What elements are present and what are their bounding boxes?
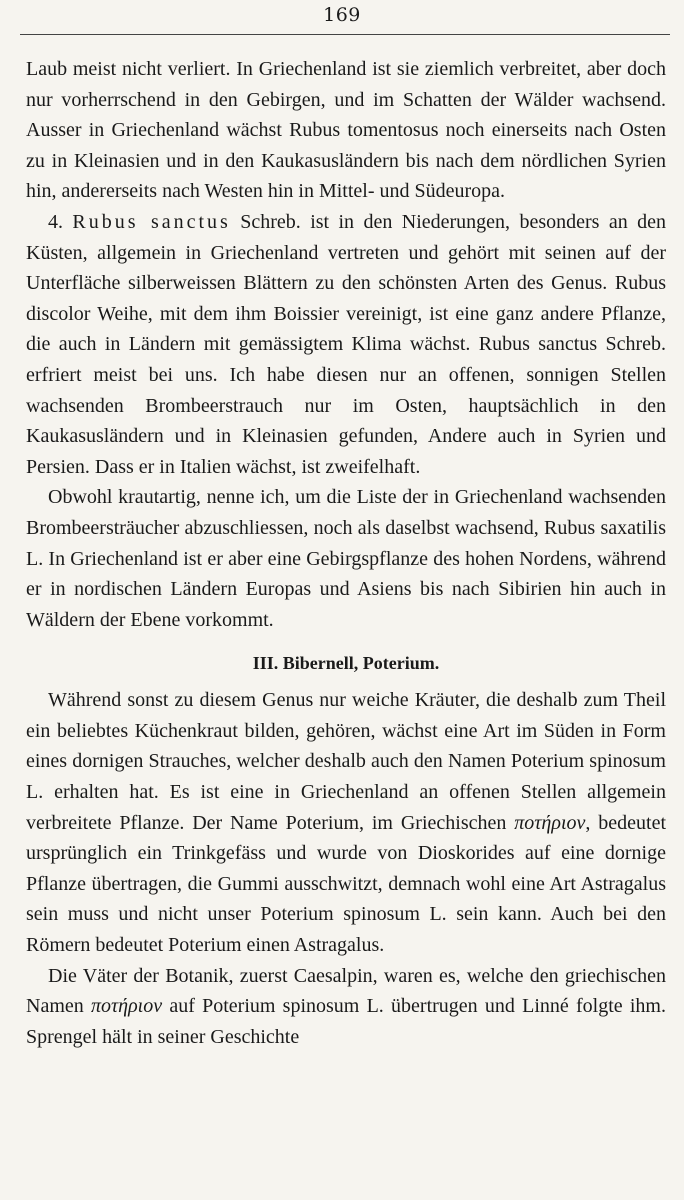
paragraph-4-part-b: , bedeutet ursprünglich ein Trinkgefäss und wurde von Dioskorides auf eine dornige Pflanze übertragen, die Gummi ausschwitzt, demnach wohl eine Art Astragalus sein muss und nicht unser Poterium spinosum L. sein kann. Auch bei den Römern bedeutet Poterium einen Astragalus. bbox=[26, 811, 667, 957]
body-text bbox=[26, 54, 666, 1052]
header-rule bbox=[20, 34, 670, 35]
paragraph-2 bbox=[26, 207, 666, 482]
paragraph-4 bbox=[26, 685, 666, 960]
paragraph-2-rest: Schreb. ist in den Niederungen, besonders an den Küsten, allgemein in Griechenland vertreten und gehört mit seinen auf der Unterfläche silberweissen Blättern zu den schönsten Arten des Genus. Rubus discolor Weihe, mit dem ihm Boissier vereinigt, ist eine ganz andere Pflanze, die auch in Ländern mit gemässigtem Klima wächst. Rubus sanctus Schreb. erfriert meist bei uns. Ich habe diesen nur an offenen, sonnigen Stellen wachsenden Brombeerstrauch nur im Osten, hauptsächlich in den Kaukasusländern und in Kleinasien gefunden, Andere auch in Syrien und Persien. Dass er in Italien wächst, ist zweifelhaft. bbox=[26, 210, 667, 478]
section-heading: III. Bibernell, Poterium. bbox=[252, 653, 440, 674]
species-name-spaced: Rubus sanctus bbox=[72, 210, 231, 233]
greek-term: ποτήριον bbox=[90, 995, 163, 1018]
paragraph-3: Obwohl krautartig, nenne ich, um die Liste der in Griechenland wachsenden Brombeersträucher abzuschliessen, noch als daselbst wachsend, Rubus saxatilis L. In Griechenland ist er aber eine Gebirgspflanze des hohen Nordens, während er in nordischen Ländern Europas und Asiens bis nach Sibirien hin auch in Wäldern der Ebene vorkommt. bbox=[26, 486, 666, 631]
paragraph-4-part-a: Während sonst zu diesem Genus nur weiche Kräuter, die deshalb zum Theil ein beliebtes Küchenkraut bilden, gehören, wächst eine Art im Süden in Form eines dornigen Strauches, welcher deshalb auch den Namen Poterium spinosum L. erhalten hat. Es ist eine in Griechenland an offenen Stellen allgemein verbreitete Pflanze. Der Name Poterium, im Griechischen bbox=[26, 689, 666, 834]
paragraph-2-lead: 4. bbox=[48, 210, 73, 233]
paragraph-1: Laub meist nicht verliert. In Griechenland ist sie ziemlich verbreitet, aber doch nur vorherrschend in den Gebirgen, und im Schatten der Wälder wachsend. Ausser in Griechenland wächst Rubus tomentosus noch einerseits nach Osten zu in Kleinasien und in den Kaukasusländern bis nach dem nördlichen Syrien hin, andererseits nach Westen hin in Mittel- und Südeuropa. bbox=[26, 58, 666, 203]
paragraph-5-part-a: Die Väter der Botanik, zuerst Caesalpin, waren es, welche den griechischen Namen bbox=[26, 964, 666, 1018]
page-number: 169 bbox=[323, 4, 361, 26]
paragraph-5-part-b: auf Poterium spinosum L. übertrugen und Linné folgte ihm. Sprengel hält in seiner Geschichte bbox=[26, 995, 666, 1048]
paragraph-5 bbox=[26, 961, 666, 1053]
greek-term: ποτήριον bbox=[514, 811, 586, 834]
